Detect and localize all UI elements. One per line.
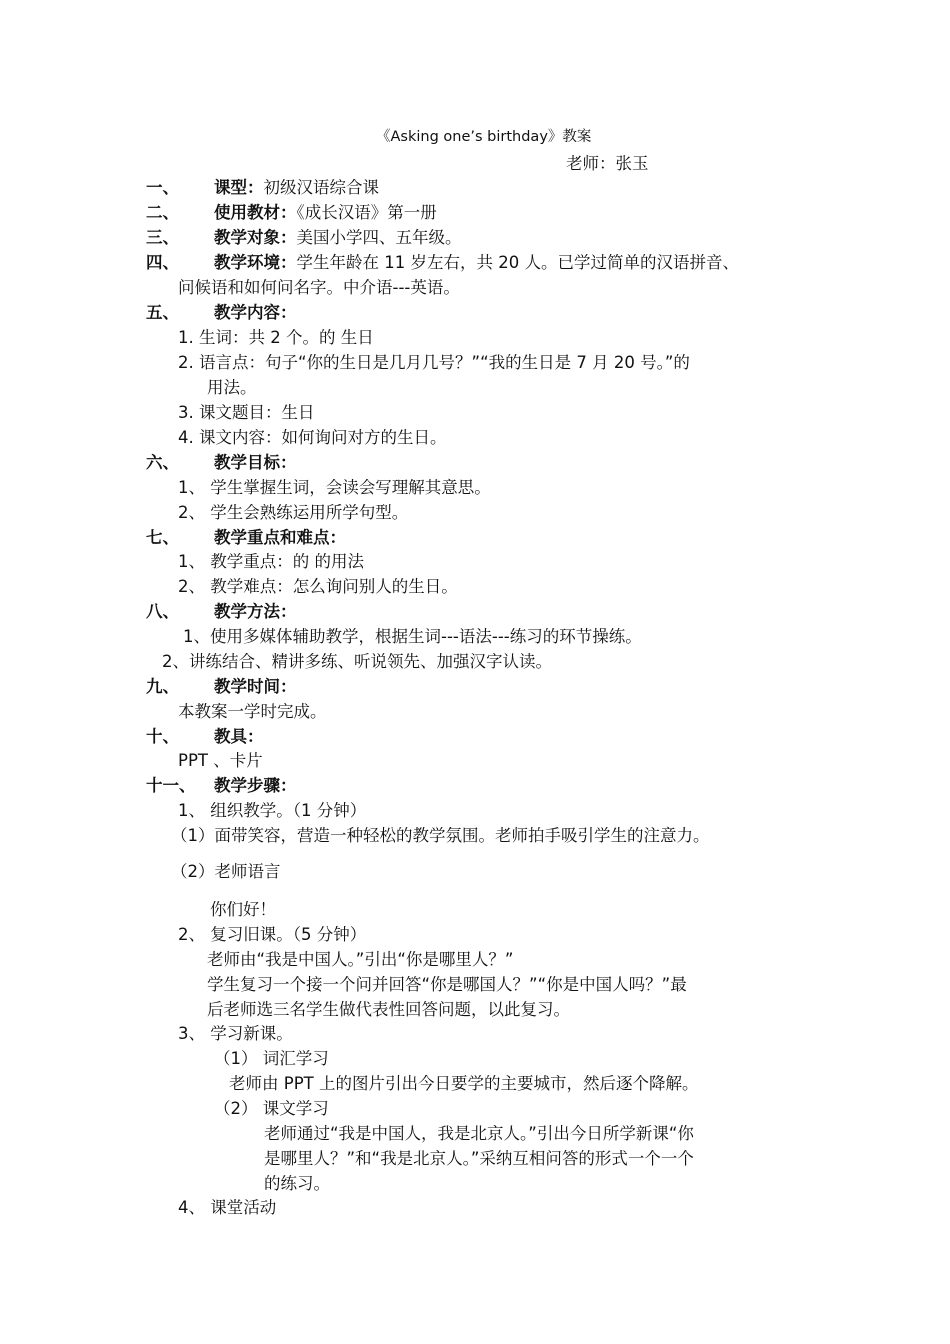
content-item-1: 1. 生词：共 2 个。的 生日 bbox=[178, 328, 374, 347]
content-item-3: 3. 课文题目：生日 bbox=[178, 403, 315, 422]
content-item-2: 2. 语言点：句子“你的生日是几月几号？”“我的生日是 7 月 20 号。”的 bbox=[178, 353, 690, 372]
method-item-1: 1、使用多媒体辅助教学，根据生词---语法---练习的环节操练。 bbox=[183, 627, 642, 646]
section-3: 三、 教学对象：美国小学四、五年级。 bbox=[146, 228, 462, 247]
step-3-sub-1-text: 老师由 PPT 上的图片引出今日要学的主要城市，然后逐个降解。 bbox=[229, 1074, 699, 1093]
content-item-4: 4. 课文内容：如何询问对方的生日。 bbox=[178, 428, 447, 447]
content-item-2-cont: 用法。 bbox=[207, 378, 257, 397]
section-9: 九、 教学时间： bbox=[146, 677, 297, 696]
step-2: 2、 复习旧课。（5 分钟） bbox=[178, 925, 367, 944]
section-4-cont: 问候语和如何问名字。中介语---英语。 bbox=[178, 278, 460, 297]
method-item-2: 2、讲练结合、精讲多练、听说领先、加强汉字认读。 bbox=[162, 652, 552, 671]
step-3-sub-1: （1） 词汇学习 bbox=[214, 1049, 329, 1068]
section-11: 十一、 教学步骤： bbox=[146, 776, 297, 795]
step-3-sub-2-line-2: 是哪里人？”和“我是北京人。”采纳互相问答的形式一个一个 bbox=[264, 1149, 694, 1168]
step-3-sub-2-line-1: 老师通过“我是中国人，我是北京人。”引出今日所学新课“你 bbox=[264, 1124, 694, 1143]
section-8: 八、 教学方法： bbox=[146, 602, 297, 621]
key-point-1: 1、 教学重点：的 的用法 bbox=[178, 552, 364, 571]
step-2-line-1: 老师由“我是中国人。”引出“你是哪里人？” bbox=[207, 950, 514, 969]
step-1-sub-2: （2）老师语言 bbox=[171, 862, 281, 881]
goal-item-1: 1、 学生掌握生词，会读会写理解其意思。 bbox=[178, 478, 491, 497]
step-1: 1、 组织教学。（1 分钟） bbox=[178, 801, 367, 820]
section-2: 二、 使用教材：《成长汉语》第一册 bbox=[146, 203, 437, 222]
step-3-sub-2: （2） 课文学习 bbox=[214, 1099, 329, 1118]
section-10: 十、 教具： bbox=[146, 727, 264, 746]
greeting-text: 你们好！ bbox=[210, 900, 276, 919]
step-3-sub-2-line-3: 的练习。 bbox=[264, 1174, 330, 1193]
doc-title: 《Asking one’s birthday》教案 bbox=[376, 129, 592, 145]
time-text: 本教案一学时完成。 bbox=[178, 702, 327, 721]
step-2-line-2: 学生复习一个接一个问并回答“你是哪国人？”“你是中国人吗？”最 bbox=[207, 975, 687, 994]
section-4: 四、 教学环境：学生年龄在 11 岁左右，共 20 人。已学过简单的汉语拼音、 bbox=[146, 253, 739, 272]
step-1-sub-1: （1）面带笑容，营造一种轻松的教学氛围。老师拍手吸引学生的注意力。 bbox=[171, 826, 710, 845]
teacher-line: 老师：张玉 bbox=[566, 154, 649, 173]
section-1: 一、 课型：初级汉语综合课 bbox=[146, 178, 379, 197]
tools-text: PPT 、卡片 bbox=[178, 751, 263, 770]
section-7: 七、 教学重点和难点： bbox=[146, 528, 346, 547]
section-6: 六、 教学目标： bbox=[146, 453, 297, 472]
key-point-2: 2、 教学难点：怎么询问别人的生日。 bbox=[178, 577, 458, 596]
goal-item-2: 2、 学生会熟练运用所学句型。 bbox=[178, 503, 409, 522]
step-3: 3、 学习新课。 bbox=[178, 1024, 293, 1043]
step-4: 4、 课堂活动 bbox=[178, 1198, 277, 1217]
step-2-line-3: 后老师选三名学生做代表性回答问题，以此复习。 bbox=[207, 1000, 570, 1019]
section-5: 五、 教学内容： bbox=[146, 303, 297, 322]
